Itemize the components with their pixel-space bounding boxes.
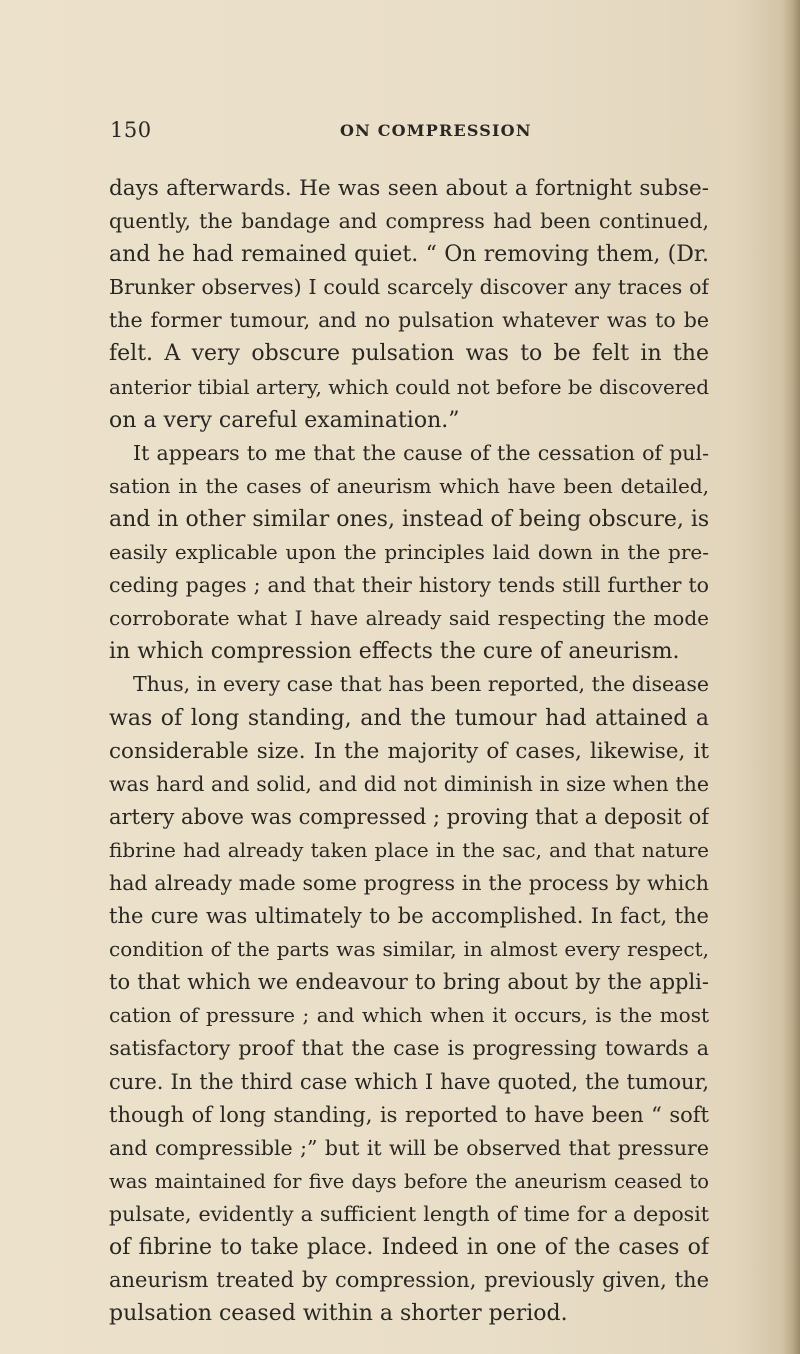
- running-head: ON COMPRESSION: [340, 121, 532, 140]
- text-line: ceding pages ; and that their history tends still further to: [109, 573, 709, 598]
- text-line: in which compression effects the cure of aneurism.: [109, 639, 680, 665]
- text-line: satisfactory proof that the case is progressing towards a: [109, 1036, 709, 1061]
- text-line: of fibrine to take place. Indeed in one of the cases of: [109, 1235, 709, 1260]
- text-line: and in other similar ones, instead of being obscure, is: [109, 506, 709, 532]
- text-line: days afterwards. He was seen about a fortnight subse-: [109, 176, 709, 201]
- paragraph-start-line: It appears to me that the cause of the cessation of pul-: [133, 440, 709, 465]
- page-header: [110, 118, 710, 148]
- text-line: corroborate what I have already said respecting the mode: [109, 606, 709, 631]
- text-line: the cure was ultimately to be accomplished. In fact, the: [109, 904, 709, 929]
- text-line: cure. In the third case which I have quoted, the tumour,: [109, 1069, 709, 1094]
- text-line: was hard and solid, and did not diminish in size when the: [109, 771, 709, 796]
- text-line: had already made some progress in the process by which: [109, 870, 709, 895]
- text-line: cation of pressure ; and which when it occurs, is the most: [109, 1003, 709, 1028]
- paragraph-start-line: Thus, in every case that has been reported, the disease: [133, 672, 709, 697]
- text-line: on a very careful examination.”: [109, 407, 460, 433]
- text-line: easily explicable upon the principles laid down in the pre-: [109, 540, 709, 565]
- text-line: to that which we endeavour to bring about by the appli-: [109, 970, 709, 995]
- text-line: quently, the bandage and compress had been continued,: [109, 209, 709, 234]
- text-line: sation in the cases of aneurism which have been detailed,: [109, 473, 709, 498]
- page-edge-shadow: [782, 0, 800, 1354]
- text-line: the former tumour, and no pulsation whatever was to be: [109, 308, 709, 333]
- page-number: 150: [110, 118, 152, 142]
- text-line: and compressible ;” but it will be observed that pressure: [109, 1135, 709, 1160]
- text-line: Brunker observes) I could scarcely discover any traces of: [109, 275, 709, 300]
- text-line: was maintained for five days before the aneurism ceased to: [109, 1169, 709, 1193]
- text-line: pulsate, evidently a sufficient length of time for a deposit: [109, 1201, 709, 1226]
- text-line: pulsation ceased within a shorter period.: [109, 1301, 568, 1327]
- text-line: though of long standing, is reported to have been “ soft: [109, 1102, 709, 1127]
- text-line: anterior tibial artery, which could not before be discovered: [109, 374, 709, 399]
- text-line: artery above was compressed ; proving that a deposit of: [109, 804, 709, 829]
- text-line: considerable size. In the majority of cases, likewise, it: [109, 738, 709, 764]
- text-line: felt. A very obscure pulsation was to be felt in the: [109, 341, 709, 367]
- text-line: fibrine had already taken place in the sac, and that nature: [109, 837, 709, 862]
- text-line: and he had remained quiet. “ On removing them, (Dr.: [109, 242, 709, 268]
- page-body-text: [109, 172, 709, 1330]
- text-line: aneurism treated by compression, previously given, the: [109, 1268, 709, 1293]
- text-line: condition of the parts was similar, in almost every respect,: [109, 937, 709, 962]
- text-line: was of long standing, and the tumour had attained a: [109, 705, 709, 731]
